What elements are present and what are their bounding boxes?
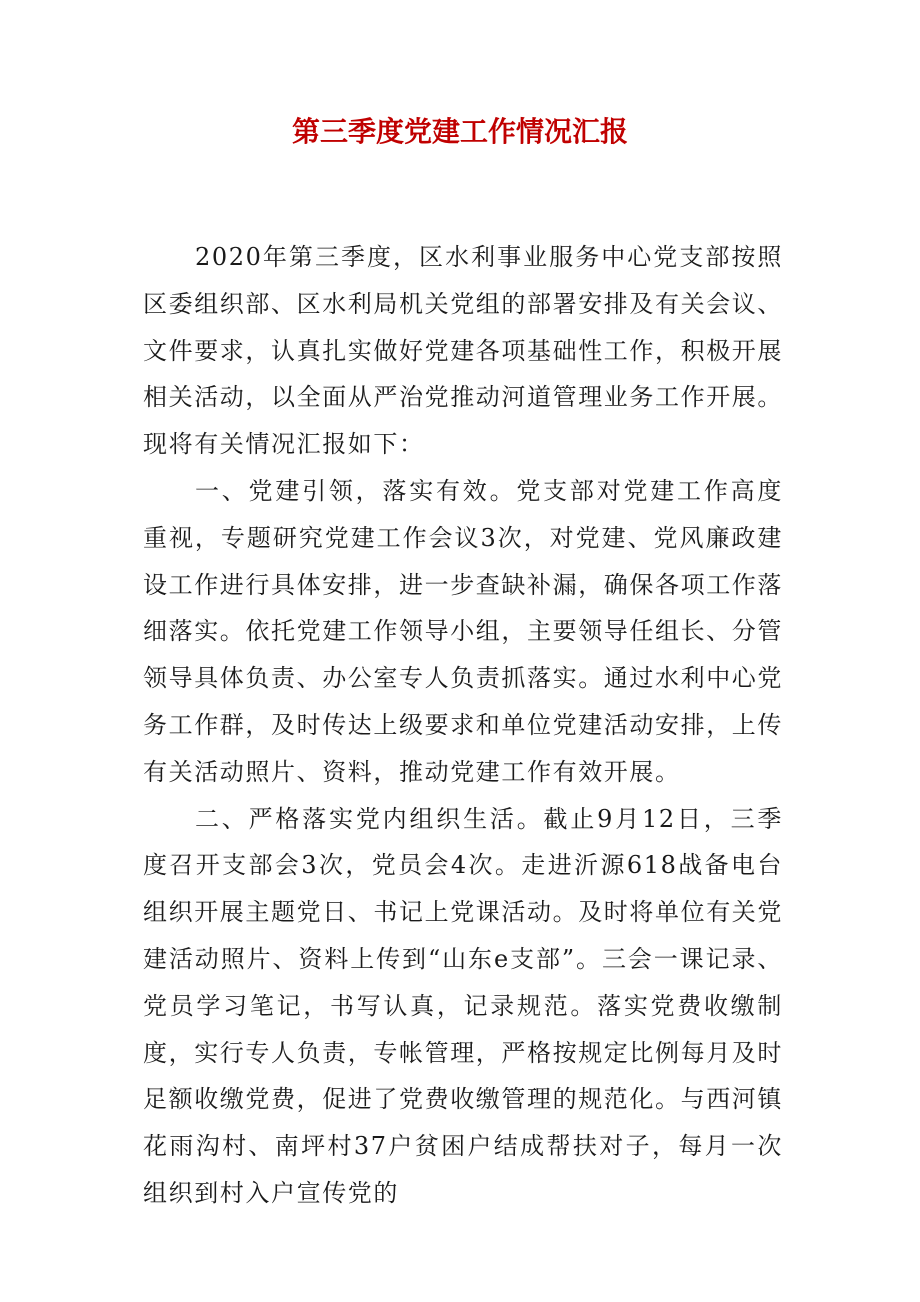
paragraph-section-two: 二、严格落实党内组织生活。截止9月12日，三季度召开支部会3次，党员会4次。走进沂源618战备电台组织开展主题党日、书记上党课活动。及时将单位有关党建活动照片、资料上传到“山东e支部”。三会一课记录、党员学习笔记，书写认真，记录规范。落实党费收缴制度，实行专人负责，专帐管理，严格按规定比例每月及时足额收缴党费，促进了党费收缴管理的规范化。与西河镇花雨沟村、南坪村37户贫困户结成帮扶对子，每月一次组织到村入户宣传党的 — [143, 804, 783, 1207]
paragraph-intro: 2020年第三季度，区水利事业服务中心党支部按照区委组织部、区水利局机关党组的部署安排及有关会议、文件要求，认真扎实做好党建各项基础性工作，积极开展相关活动，以全面从严治党推动河道管理业务工作开展。现将有关情况汇报如下： — [143, 243, 783, 459]
paragraph-section-one: 一、党建引领，落实有效。党支部对党建工作高度重视，专题研究党建工作会议3次，对党建、党风廉政建设工作进行具体安排，进一步查缺补漏，确保各项工作落细落实。依托党建工作领导小组，主要领导任组长、分管领导具体负责、办公室专人负责抓落实。通过水利中心党务工作群，及时传达上级要求和单位党建活动安排，上传有关活动照片、资料，推动党建工作有效开展。 — [143, 476, 783, 786]
document-body — [143, 234, 783, 1217]
document-title: 第三季度党建工作情况汇报 — [291, 115, 628, 148]
